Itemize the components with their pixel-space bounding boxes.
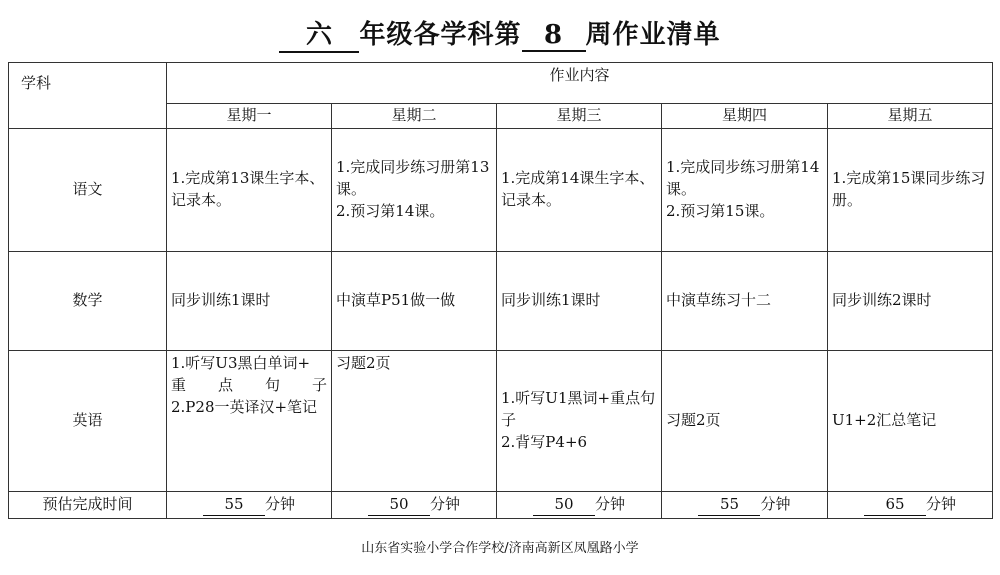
chinese-tue-line-1: 1.完成同步练习册第13课。 (336, 158, 490, 199)
day-header-thu: 星期四 (662, 104, 828, 129)
table-row-math (9, 252, 993, 351)
time-label: 预估完成时间 (9, 492, 167, 519)
subject-math: 数学 (9, 252, 167, 351)
page-title (0, 14, 1000, 53)
title-text-1: 年级各学科第 (359, 20, 522, 50)
english-thu: 习题2页 (662, 351, 828, 492)
chinese-thu (662, 129, 828, 252)
math-mon: 同步训练1课时 (167, 252, 332, 351)
chinese-fri-line: 1.完成第15课同步练习册。 (832, 169, 986, 209)
week-blank: 8 (522, 20, 586, 52)
math-tue: 中演草P51做一做 (332, 252, 497, 351)
day-header-mon: 星期一 (167, 104, 332, 129)
english-mon-line-1: 1.听写U3黑白单词+ (171, 354, 311, 372)
time-unit: 分钟 (429, 494, 460, 513)
chinese-wed-line: 1.完成第14课生字本、记录本。 (501, 169, 655, 209)
chinese-wed (497, 129, 662, 252)
time-wed-minutes: 50 (533, 494, 595, 517)
day-header-fri: 星期五 (828, 104, 993, 129)
time-fri (828, 492, 993, 519)
english-mon (167, 351, 332, 492)
chinese-thu-line-2: 2.预习第15课。 (666, 201, 775, 220)
math-wed: 同步训练1课时 (497, 252, 662, 351)
time-thu (662, 492, 828, 519)
english-mon-line-3: 2.P28一英译汉+笔记 (171, 397, 318, 416)
chinese-tue-line-2: 2.预习第14课。 (336, 201, 445, 220)
english-fri: U1+2汇总笔记 (828, 351, 993, 492)
time-fri-minutes: 65 (864, 494, 926, 517)
chinese-tue (332, 129, 497, 252)
content-header: 作业内容 (167, 63, 993, 104)
english-wed (497, 351, 662, 492)
chinese-thu-line-1: 1.完成同步练习册第14课。 (666, 158, 820, 199)
title-text-2: 周作业清单 (585, 20, 721, 50)
table-row-time (9, 492, 993, 519)
time-tue (332, 492, 497, 519)
time-unit: 分钟 (760, 494, 791, 513)
day-header-wed: 星期三 (497, 104, 662, 129)
math-thu: 中演草练习十二 (662, 252, 828, 351)
chinese-fri (828, 129, 993, 252)
subject-english: 英语 (9, 351, 167, 492)
time-mon (167, 492, 332, 519)
math-fri: 同步训练2课时 (828, 252, 993, 351)
english-wed-line-2: 2.背写P4+6 (501, 432, 588, 451)
english-wed-line-1: 1.听写U1黑词+重点句子 (501, 389, 656, 430)
table-row-english (9, 351, 993, 492)
time-unit: 分钟 (264, 494, 295, 513)
english-tue: 习题2页 (332, 351, 497, 492)
school-footer: 山东省实验小学合作学校/济南高新区凤凰路小学 (361, 541, 639, 556)
english-mon-line-2: 重点句子 (171, 375, 327, 394)
time-thu-minutes: 55 (698, 494, 760, 517)
time-unit: 分钟 (926, 494, 957, 513)
time-mon-minutes: 55 (203, 494, 265, 517)
homework-table (8, 62, 993, 519)
day-header-tue: 星期二 (332, 104, 497, 129)
time-wed (497, 492, 662, 519)
chinese-mon (167, 129, 332, 252)
subject-header: 学科 (9, 63, 167, 129)
subject-chinese: 语文 (9, 129, 167, 252)
time-unit: 分钟 (594, 494, 625, 513)
chinese-mon-line: 1.完成第13课生字本、记录本。 (171, 169, 325, 209)
time-tue-minutes: 50 (368, 494, 430, 517)
table-row-chinese (9, 129, 993, 252)
grade-blank: 六 (279, 14, 359, 53)
